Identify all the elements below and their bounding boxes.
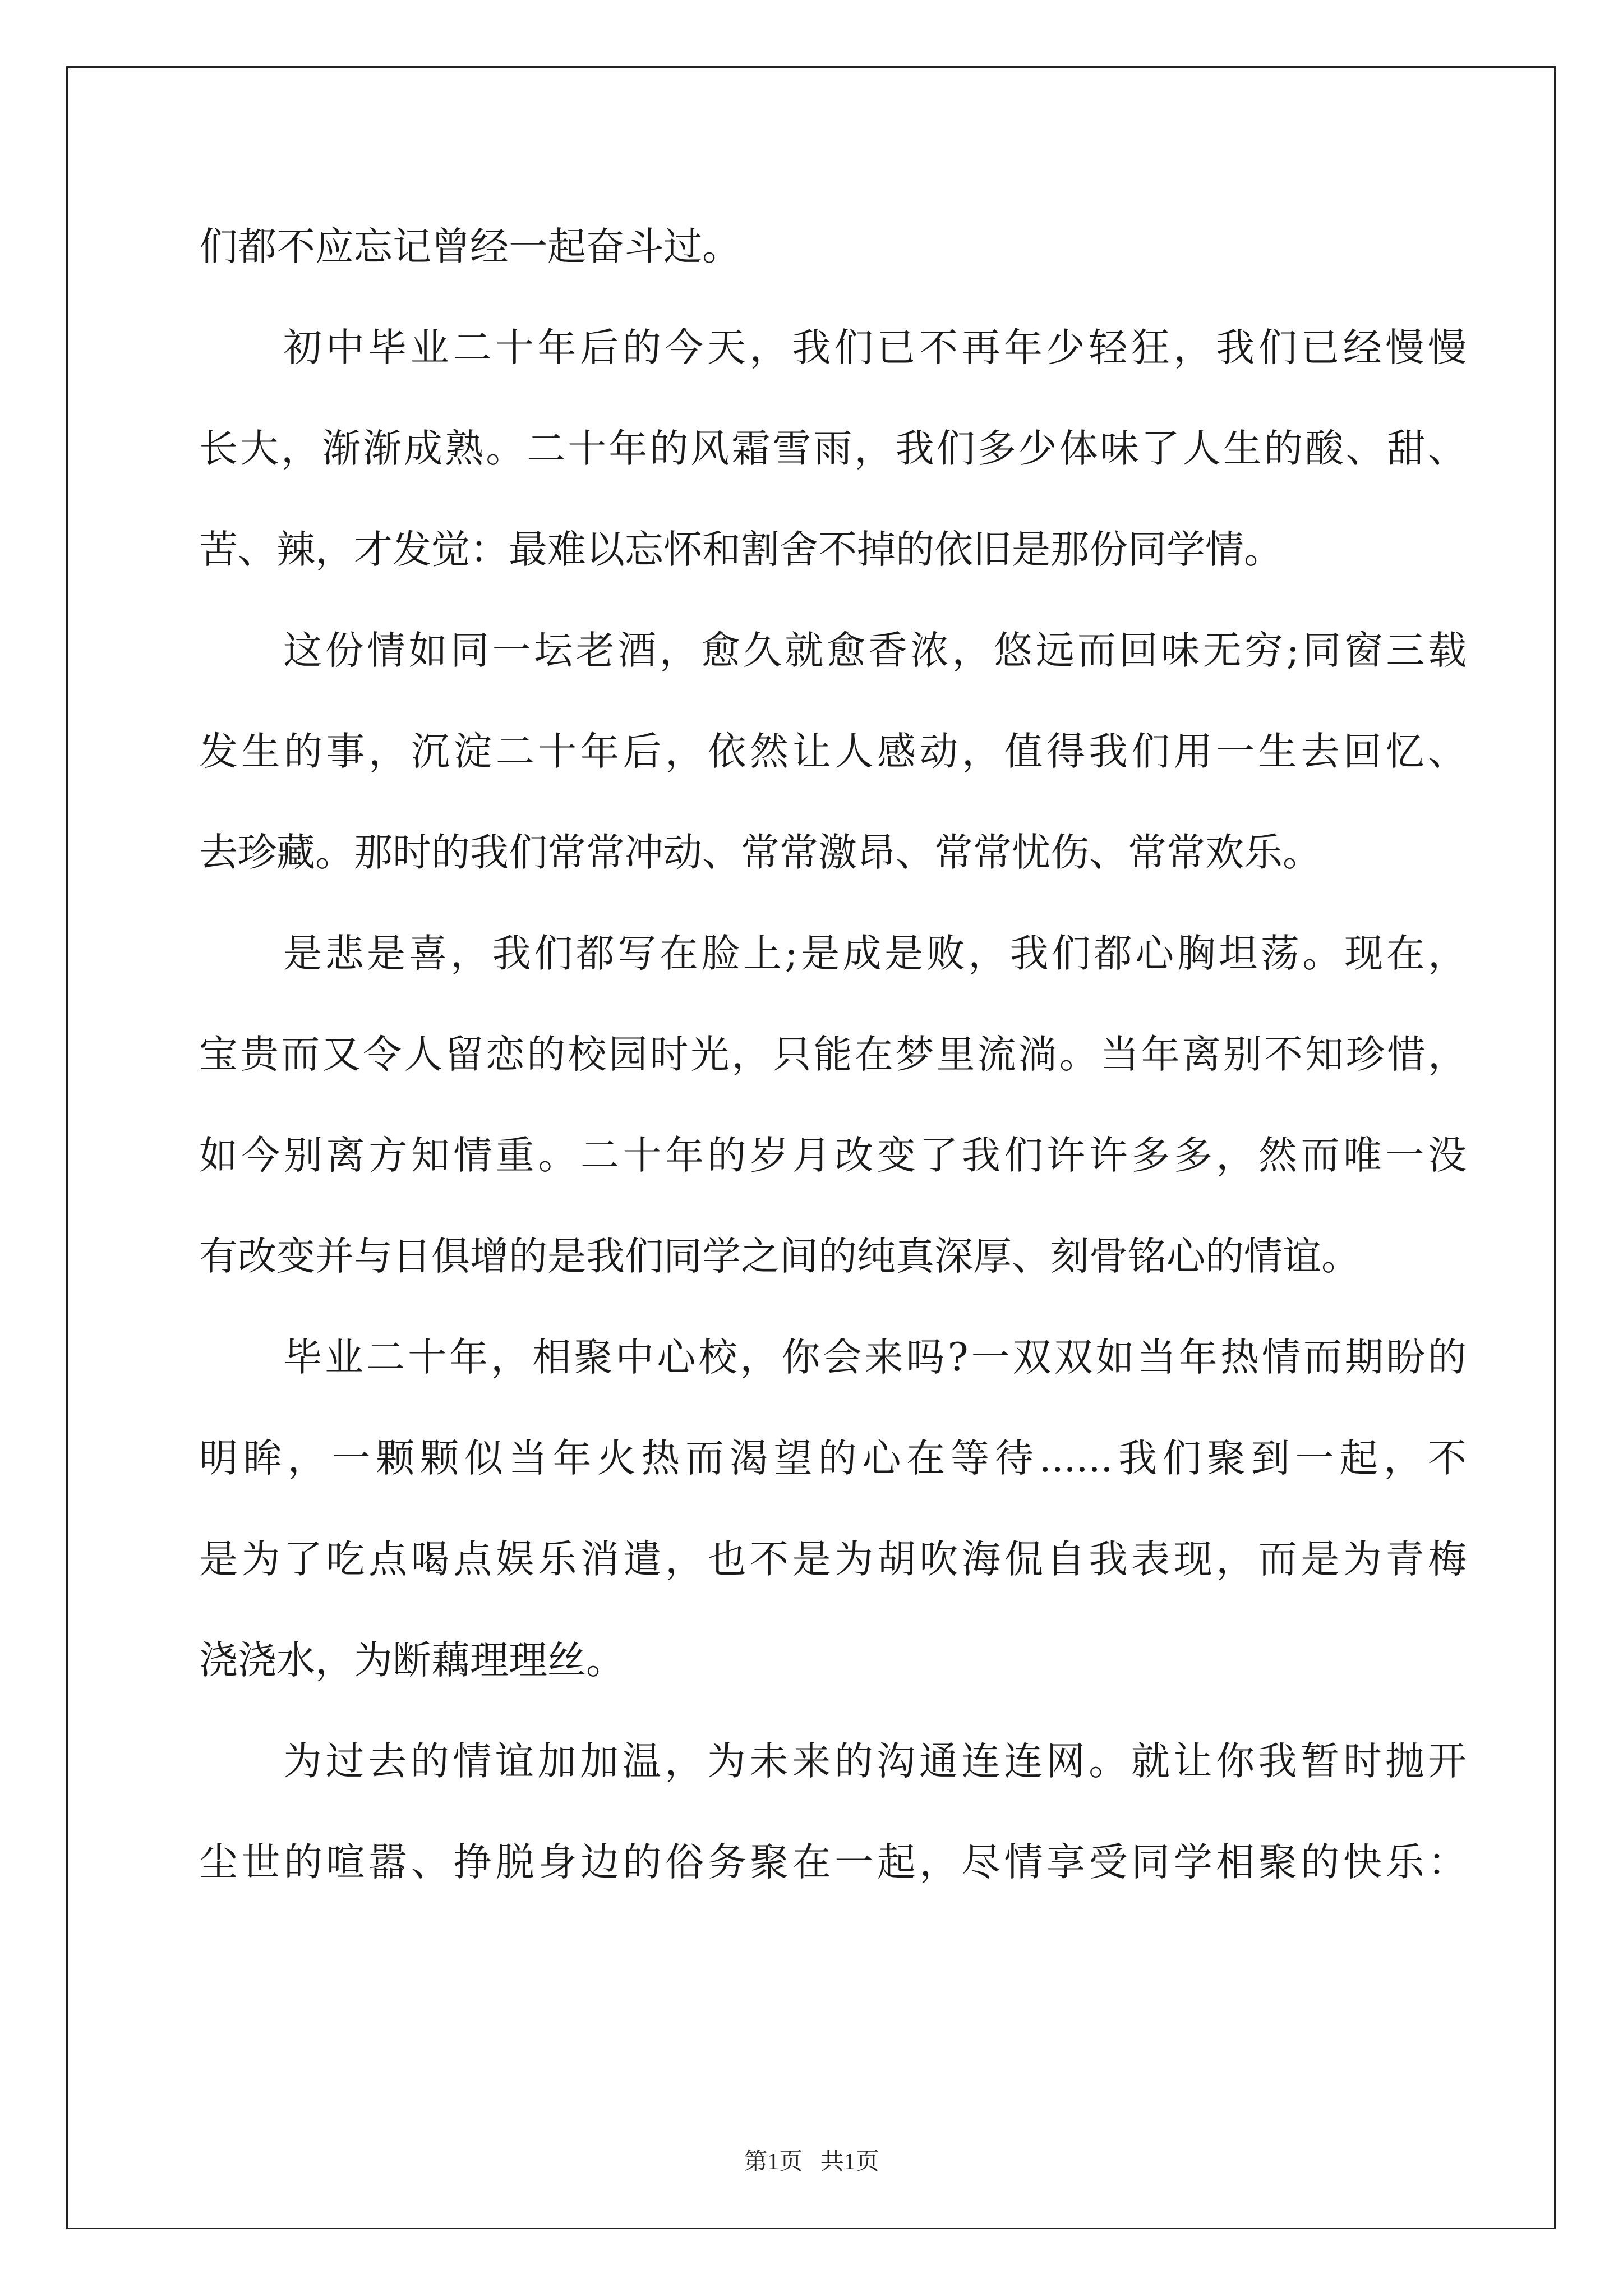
text-line: 明眸，一颗颗似当年火热而渴望的心在等待......我们聚到一起，不 <box>199 1436 1467 1481</box>
text-line: 苦、辣，才发觉：最难以忘怀和割舍不掉的依旧是那份同学情。 <box>199 527 1283 572</box>
text-line: 初中毕业二十年后的今天，我们已不再年少轻狂，我们已经慢慢 <box>283 325 1467 370</box>
text-line: 浇浇水，为断藕理理丝。 <box>199 1638 625 1683</box>
text-line: 是悲是喜，我们都写在脸上;是成是败，我们都心胸坦荡。现在， <box>283 931 1467 976</box>
text-line: 有改变并与日俱增的是我们同学之间的纯真深厚、刻骨铭心的情谊。 <box>199 1234 1360 1279</box>
text-line: 为过去的情谊加加温，为未来的沟通连连网。就让你我暂时抛开 <box>283 1739 1467 1784</box>
text-line: 们都不应忘记曾经一起奋斗过。 <box>199 224 741 269</box>
page-number-footer: 第1页 共1页 <box>744 2149 879 2175</box>
document-body <box>199 196 1467 1913</box>
text-line: 发生的事，沉淀二十年后，依然让人感动，值得我们用一生去回忆、 <box>199 729 1467 774</box>
text-line: 这份情如同一坛老酒，愈久就愈香浓，悠远而回味无穷;同窗三载 <box>283 628 1467 673</box>
text-line: 去珍藏。那时的我们常常冲动、常常激昂、常常忧伤、常常欢乐。 <box>199 830 1321 875</box>
text-line: 宝贵而又令人留恋的校园时光，只能在梦里流淌。当年离别不知珍惜， <box>199 1032 1467 1077</box>
text-line: 长大，渐渐成熟。二十年的风霜雪雨，我们多少体味了人生的酸、甜、 <box>199 426 1467 471</box>
text-line: 毕业二十年，相聚中心校，你会来吗?一双双如当年热情而期盼的 <box>283 1335 1467 1380</box>
text-line: 尘世的喧嚣、挣脱身边的俗务聚在一起，尽情享受同学相聚的快乐： <box>199 1840 1467 1885</box>
text-line: 如今别离方知情重。二十年的岁月改变了我们许许多多，然而唯一没 <box>199 1133 1467 1178</box>
text-line: 是为了吃点喝点娱乐消遣，也不是为胡吹海侃自我表现，而是为青梅 <box>199 1537 1467 1582</box>
